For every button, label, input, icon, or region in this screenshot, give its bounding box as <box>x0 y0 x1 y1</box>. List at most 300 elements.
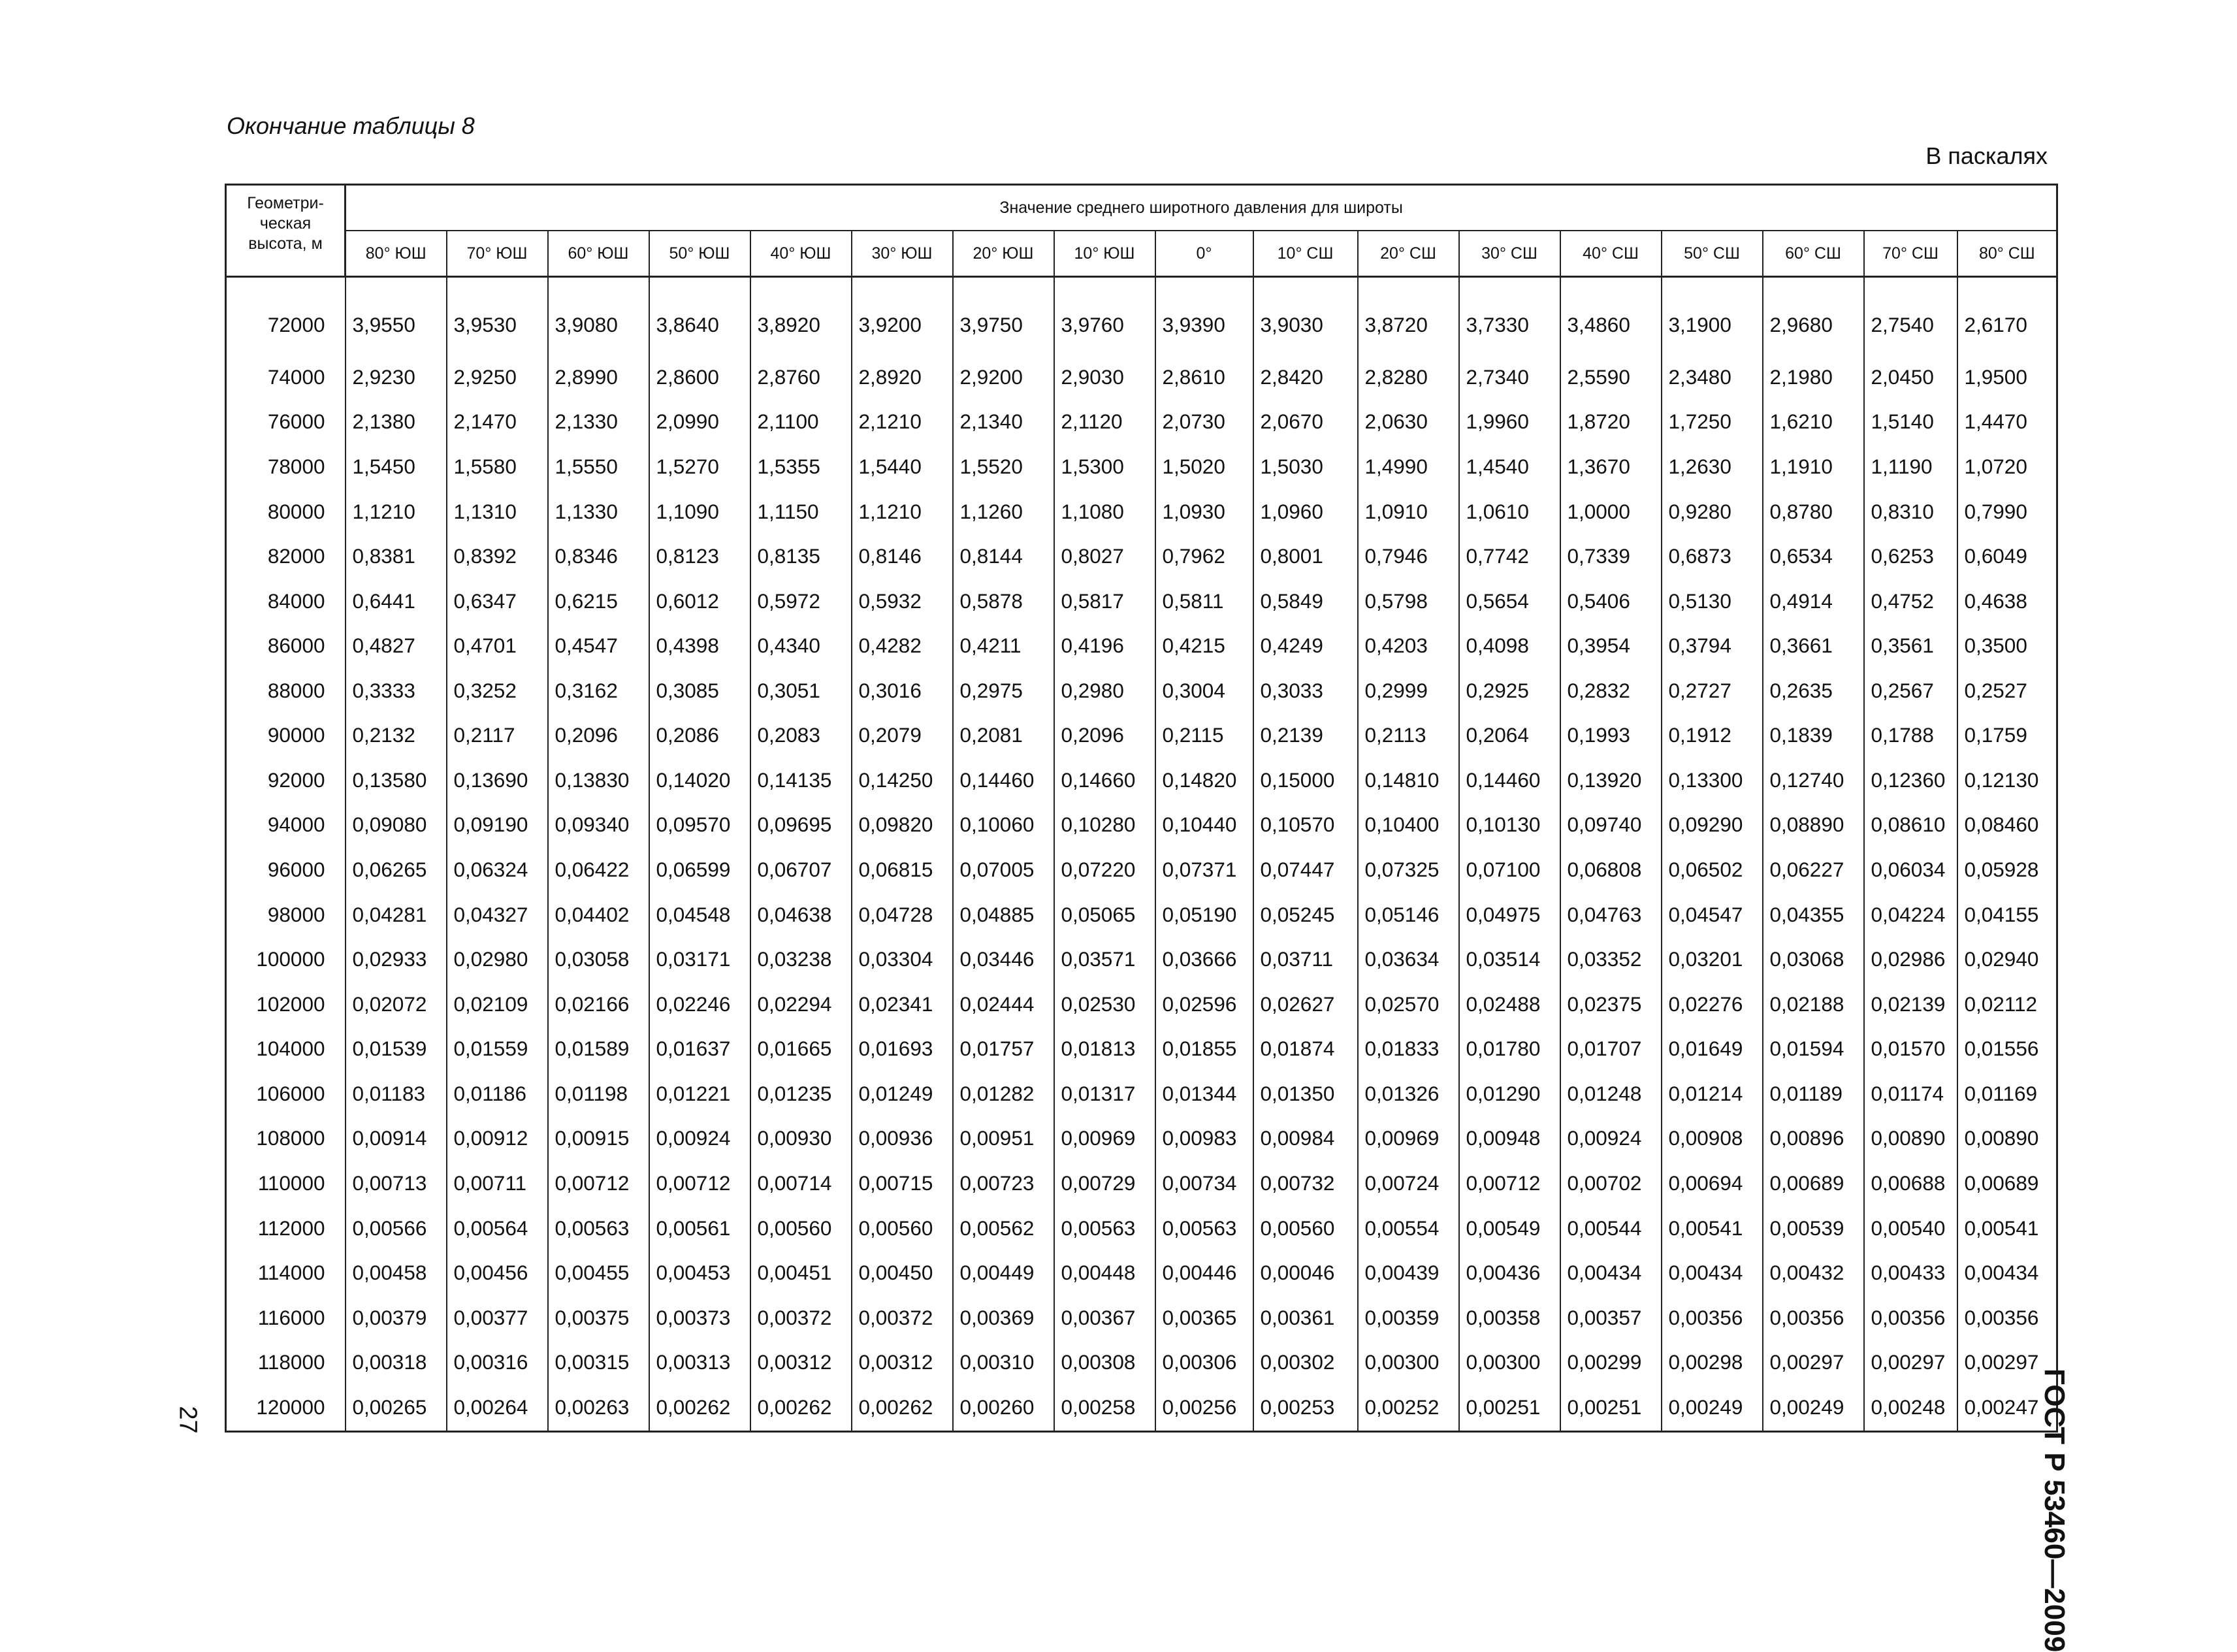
pressure-cell: 0,4282 <box>852 623 953 668</box>
pressure-cell: 0,3162 <box>548 668 649 713</box>
pressure-cell: 0,02112 <box>1957 982 2057 1027</box>
pressure-cell: 0,00312 <box>852 1340 953 1385</box>
pressure-cell: 0,00560 <box>750 1206 852 1251</box>
pressure-cell: 0,00372 <box>750 1295 852 1340</box>
pressure-cell: 2,8610 <box>1155 355 1253 400</box>
pressure-cell: 0,3333 <box>346 668 447 713</box>
pressure-cell: 1,0720 <box>1957 444 2057 489</box>
pressure-cell: 0,09570 <box>649 803 750 848</box>
pressure-cell: 0,8381 <box>346 534 447 579</box>
table-row <box>226 489 2057 534</box>
table-row <box>226 277 2057 355</box>
altitude-cell: 104000 <box>226 1026 346 1071</box>
pressure-cell: 0,00451 <box>750 1250 852 1295</box>
pressure-cell: 0,00434 <box>1957 1250 2057 1295</box>
pressure-cell: 0,02530 <box>1054 982 1155 1027</box>
pressure-cell: 0,07005 <box>953 847 1054 892</box>
pressure-cell: 0,00688 <box>1864 1161 1957 1206</box>
pressure-cell: 0,00433 <box>1864 1250 1957 1295</box>
pressure-cell: 0,2083 <box>750 713 852 758</box>
pressure-cell: 1,0960 <box>1253 489 1358 534</box>
pressure-cell: 3,9030 <box>1253 277 1358 355</box>
pressure-cell: 0,00541 <box>1957 1206 2057 1251</box>
pressure-cell: 0,00357 <box>1560 1295 1662 1340</box>
pressure-cell: 0,1912 <box>1662 713 1763 758</box>
pressure-cell: 3,8640 <box>649 277 750 355</box>
altitude-cell: 106000 <box>226 1071 346 1116</box>
pressure-cell: 0,3661 <box>1763 623 1864 668</box>
pressure-cell: 0,01248 <box>1560 1071 1662 1116</box>
pressure-cell: 2,9680 <box>1763 277 1864 355</box>
pressure-cell: 0,00297 <box>1763 1340 1864 1385</box>
latitude-header: 10° ЮШ <box>1054 231 1155 277</box>
pressure-cell: 0,8144 <box>953 534 1054 579</box>
table-row <box>226 937 2057 982</box>
pressure-cell: 0,5654 <box>1459 579 1560 624</box>
pressure-cell: 0,4547 <box>548 623 649 668</box>
pressure-cell: 0,2096 <box>1054 713 1155 758</box>
pressure-cell: 0,4098 <box>1459 623 1560 668</box>
pressure-cell: 1,1190 <box>1864 444 1957 489</box>
pressure-cell: 3,1900 <box>1662 277 1763 355</box>
pressure-cell: 0,00356 <box>1763 1295 1864 1340</box>
pressure-cell: 0,00432 <box>1763 1250 1864 1295</box>
pressure-cell: 0,8135 <box>750 534 852 579</box>
pressure-cell: 0,05190 <box>1155 892 1253 937</box>
pressure-cell: 0,14460 <box>953 758 1054 803</box>
pressure-cell: 0,06422 <box>548 847 649 892</box>
pressure-cell: 0,03171 <box>649 937 750 982</box>
pressure-cell: 0,00377 <box>447 1295 548 1340</box>
pressure-cell: 0,01855 <box>1155 1026 1253 1071</box>
pressure-cell: 2,1380 <box>346 400 447 445</box>
pressure-cell: 0,00936 <box>852 1116 953 1161</box>
pressure-cell: 0,01757 <box>953 1026 1054 1071</box>
pressure-cell: 0,00450 <box>852 1250 953 1295</box>
altitude-cell: 78000 <box>226 444 346 489</box>
altitude-cell: 80000 <box>226 489 346 534</box>
pressure-cell: 0,14135 <box>750 758 852 803</box>
pressure-cell: 0,00262 <box>750 1385 852 1432</box>
pressure-cell: 0,00434 <box>1662 1250 1763 1295</box>
pressure-cell: 2,1980 <box>1763 355 1864 400</box>
pressure-cell: 0,2064 <box>1459 713 1560 758</box>
pressure-cell: 0,4211 <box>953 623 1054 668</box>
table-row <box>226 534 2057 579</box>
pressure-cell: 0,12740 <box>1763 758 1864 803</box>
pressure-cell: 0,06324 <box>447 847 548 892</box>
pressure-cell: 0,00560 <box>852 1206 953 1251</box>
pressure-cell: 0,00456 <box>447 1250 548 1295</box>
pressure-cell: 1,5580 <box>447 444 548 489</box>
pressure-cell: 0,00434 <box>1560 1250 1662 1295</box>
pressure-cell: 1,5355 <box>750 444 852 489</box>
pressure-cell: 2,5590 <box>1560 355 1662 400</box>
pressure-cell: 0,08610 <box>1864 803 1957 848</box>
altitude-cell: 84000 <box>226 579 346 624</box>
pressure-cell: 1,5550 <box>548 444 649 489</box>
pressure-cell: 0,03666 <box>1155 937 1253 982</box>
table-caption: Окончание таблицы 8 <box>227 112 475 139</box>
latitude-header: 70° СШ <box>1864 231 1957 277</box>
pressure-cell: 0,04155 <box>1957 892 2057 937</box>
pressure-cell: 0,00302 <box>1253 1340 1358 1385</box>
pressure-cell: 0,00562 <box>953 1206 1054 1251</box>
pressure-cell: 0,8001 <box>1253 534 1358 579</box>
pressure-cell: 1,1260 <box>953 489 1054 534</box>
pressure-cell: 0,00712 <box>649 1161 750 1206</box>
pressure-cell: 0,01833 <box>1358 1026 1459 1071</box>
pressure-cell: 0,00714 <box>750 1161 852 1206</box>
table-row <box>226 1071 2057 1116</box>
pressure-cell: 0,02596 <box>1155 982 1253 1027</box>
altitude-cell: 72000 <box>226 277 346 355</box>
pressure-cell: 0,00375 <box>548 1295 649 1340</box>
pressure-cell: 0,00310 <box>953 1340 1054 1385</box>
pressure-cell: 0,5972 <box>750 579 852 624</box>
pressure-cell: 1,4990 <box>1358 444 1459 489</box>
pressure-cell: 0,8146 <box>852 534 953 579</box>
pressure-cell: 0,3794 <box>1662 623 1763 668</box>
pressure-cell: 3,4860 <box>1560 277 1662 355</box>
pressure-cell: 0,01169 <box>1957 1071 2057 1116</box>
pressure-cell: 0,02166 <box>548 982 649 1027</box>
altitude-cell: 86000 <box>226 623 346 668</box>
pressure-cell: 1,1310 <box>447 489 548 534</box>
pressure-cell: 0,01813 <box>1054 1026 1155 1071</box>
pressure-cell: 0,01198 <box>548 1071 649 1116</box>
pressure-cell: 2,8920 <box>852 355 953 400</box>
pressure-cell: 2,6170 <box>1957 277 2057 355</box>
latitude-header: 40° СШ <box>1560 231 1662 277</box>
pressure-cell: 1,9960 <box>1459 400 1560 445</box>
pressure-cell: 0,5406 <box>1560 579 1662 624</box>
pressure-cell: 0,00458 <box>346 1250 447 1295</box>
pressure-cell: 0,00379 <box>346 1295 447 1340</box>
pressure-cell: 0,00712 <box>1459 1161 1560 1206</box>
pressure-cell: 0,2727 <box>1662 668 1763 713</box>
pressure-cell: 1,0910 <box>1358 489 1459 534</box>
pressure-cell: 0,05065 <box>1054 892 1155 937</box>
pressure-cell: 0,00984 <box>1253 1116 1358 1161</box>
pressure-cell: 0,00983 <box>1155 1116 1253 1161</box>
pressure-cell: 0,1788 <box>1864 713 1957 758</box>
pressure-cell: 0,3500 <box>1957 623 2057 668</box>
pressure-cell: 0,2081 <box>953 713 1054 758</box>
pressure-cell: 3,8920 <box>750 277 852 355</box>
pressure-cell: 0,04763 <box>1560 892 1662 937</box>
latitude-header: 40° ЮШ <box>750 231 852 277</box>
pressure-cell: 0,10400 <box>1358 803 1459 848</box>
pressure-cell: 0,10570 <box>1253 803 1358 848</box>
pressure-cell: 1,3670 <box>1560 444 1662 489</box>
pressure-cell: 2,1100 <box>750 400 852 445</box>
pressure-cell: 0,01780 <box>1459 1026 1560 1071</box>
pressure-cell: 0,03238 <box>750 937 852 982</box>
pressure-cell: 0,5932 <box>852 579 953 624</box>
pressure-cell: 0,2079 <box>852 713 953 758</box>
pressure-cell: 2,9200 <box>953 355 1054 400</box>
pressure-cell: 0,2635 <box>1763 668 1864 713</box>
pressure-cell: 0,2096 <box>548 713 649 758</box>
pressure-cell: 0,5811 <box>1155 579 1253 624</box>
pressure-cell: 0,00318 <box>346 1340 447 1385</box>
pressure-cell: 0,4701 <box>447 623 548 668</box>
pressure-cell: 3,9550 <box>346 277 447 355</box>
pressure-cell: 1,0610 <box>1459 489 1560 534</box>
pressure-cell: 0,00316 <box>447 1340 548 1385</box>
pressure-cell: 3,9080 <box>548 277 649 355</box>
pressure-cell: 1,7250 <box>1662 400 1763 445</box>
pressure-cell: 0,07220 <box>1054 847 1155 892</box>
pressure-cell: 0,00948 <box>1459 1116 1560 1161</box>
pressure-cell: 0,1993 <box>1560 713 1662 758</box>
pressure-cell: 0,03571 <box>1054 937 1155 982</box>
pressure-cell: 0,00439 <box>1358 1250 1459 1295</box>
pressure-cell: 0,00554 <box>1358 1206 1459 1251</box>
pressure-cell: 0,01637 <box>649 1026 750 1071</box>
pressure-cell: 0,00712 <box>548 1161 649 1206</box>
pressure-cell: 0,3252 <box>447 668 548 713</box>
pressure-cell: 0,2527 <box>1957 668 2057 713</box>
table-row <box>226 1116 2057 1161</box>
pressure-cell: 0,01693 <box>852 1026 953 1071</box>
pressure-cell: 0,04975 <box>1459 892 1560 937</box>
pressure-cell: 0,07325 <box>1358 847 1459 892</box>
pressure-cell: 0,09290 <box>1662 803 1763 848</box>
pressure-cell: 0,02375 <box>1560 982 1662 1027</box>
pressure-cell: 1,5520 <box>953 444 1054 489</box>
pressure-cell: 1,5440 <box>852 444 953 489</box>
pressure-cell: 0,00265 <box>346 1385 447 1432</box>
latitude-header: 10° СШ <box>1253 231 1358 277</box>
pressure-cell: 0,2925 <box>1459 668 1560 713</box>
pressure-cell: 0,00356 <box>1662 1295 1763 1340</box>
pressure-cell: 0,4752 <box>1864 579 1957 624</box>
pressure-cell: 0,10130 <box>1459 803 1560 848</box>
pressure-cell: 0,6347 <box>447 579 548 624</box>
pressure-cell: 0,14020 <box>649 758 750 803</box>
pressure-cell: 0,03514 <box>1459 937 1560 982</box>
pressure-cell: 2,8420 <box>1253 355 1358 400</box>
pressure-cell: 2,3480 <box>1662 355 1763 400</box>
pressure-cell: 0,2567 <box>1864 668 1957 713</box>
table-row <box>226 623 2057 668</box>
pressure-cell: 0,00563 <box>1155 1206 1253 1251</box>
pressure-cell: 1,5450 <box>346 444 447 489</box>
pressure-cell: 2,0630 <box>1358 400 1459 445</box>
pressure-cell: 2,8760 <box>750 355 852 400</box>
altitude-header <box>226 185 346 277</box>
pressure-cell: 0,00915 <box>548 1116 649 1161</box>
pressure-cell: 0,6049 <box>1957 534 2057 579</box>
altitude-cell: 118000 <box>226 1340 346 1385</box>
pressure-cell: 0,00539 <box>1763 1206 1864 1251</box>
pressure-cell: 0,00313 <box>649 1340 750 1385</box>
table-row <box>226 444 2057 489</box>
pressure-cell: 0,4196 <box>1054 623 1155 668</box>
pressure-cell: 0,06707 <box>750 847 852 892</box>
pressure-cell: 0,00372 <box>852 1295 953 1340</box>
pressure-cell: 0,7990 <box>1957 489 2057 534</box>
pressure-cell: 0,4398 <box>649 623 750 668</box>
pressure-cell: 0,13920 <box>1560 758 1662 803</box>
altitude-cell: 114000 <box>226 1250 346 1295</box>
pressure-cell: 0,02488 <box>1459 982 1560 1027</box>
pressure-cell: 0,00449 <box>953 1250 1054 1295</box>
pressure-cell: 0,4215 <box>1155 623 1253 668</box>
table-row <box>226 713 2057 758</box>
pressure-cell: 2,1340 <box>953 400 1054 445</box>
pressure-cell: 0,00689 <box>1763 1161 1864 1206</box>
pressure-cell: 0,07447 <box>1253 847 1358 892</box>
pressure-cell: 0,3085 <box>649 668 750 713</box>
pressure-cell: 0,00724 <box>1358 1161 1459 1206</box>
pressure-cell: 0,03352 <box>1560 937 1662 982</box>
pressure-cell: 0,14660 <box>1054 758 1155 803</box>
altitude-cell: 74000 <box>226 355 346 400</box>
pressure-cell: 0,2113 <box>1358 713 1459 758</box>
pressure-cell: 0,03201 <box>1662 937 1763 982</box>
pressure-cell: 1,1090 <box>649 489 750 534</box>
latitude-header: 80° СШ <box>1957 231 2057 277</box>
pressure-cell: 0,00046 <box>1253 1250 1358 1295</box>
pressure-cell: 3,7330 <box>1459 277 1560 355</box>
table-row <box>226 982 2057 1027</box>
pressure-cell: 0,06227 <box>1763 847 1864 892</box>
pressure-cell: 0,03068 <box>1763 937 1864 982</box>
pressure-cell: 0,01350 <box>1253 1071 1358 1116</box>
pressure-cell: 0,00540 <box>1864 1206 1957 1251</box>
pressure-cell: 0,8310 <box>1864 489 1957 534</box>
pressure-cell: 0,12130 <box>1957 758 2057 803</box>
pressure-cell: 0,02246 <box>649 982 750 1027</box>
latitude-header: 0° <box>1155 231 1253 277</box>
pressure-cell: 0,01594 <box>1763 1026 1864 1071</box>
pressure-cell: 0,00249 <box>1662 1385 1763 1432</box>
pressure-cell: 0,00264 <box>447 1385 548 1432</box>
pressure-cell: 0,00367 <box>1054 1295 1155 1340</box>
pressure-cell: 0,5878 <box>953 579 1054 624</box>
pressure-cell: 0,00315 <box>548 1340 649 1385</box>
pressure-cell: 0,7339 <box>1560 534 1662 579</box>
pressure-cell: 0,00969 <box>1358 1116 1459 1161</box>
pressure-cell: 0,02627 <box>1253 982 1358 1027</box>
pressure-cell: 0,00253 <box>1253 1385 1358 1432</box>
pressure-cell: 0,09190 <box>447 803 548 848</box>
pressure-cell: 0,2832 <box>1560 668 1662 713</box>
pressure-cell: 0,00711 <box>447 1161 548 1206</box>
pressure-cell: 0,05928 <box>1957 847 2057 892</box>
pressure-cell: 0,03711 <box>1253 937 1358 982</box>
table-row <box>226 892 2057 937</box>
pressure-cell: 0,04281 <box>346 892 447 937</box>
pressure-cell: 0,07371 <box>1155 847 1253 892</box>
pressure-cell: 0,00729 <box>1054 1161 1155 1206</box>
pressure-cell: 0,01235 <box>750 1071 852 1116</box>
pressure-cell: 0,4249 <box>1253 623 1358 668</box>
pressure-cell: 0,2999 <box>1358 668 1459 713</box>
pressure-cell: 0,03634 <box>1358 937 1459 982</box>
pressure-cell: 1,1150 <box>750 489 852 534</box>
table-row <box>226 1385 2057 1432</box>
pressure-cell: 0,8392 <box>447 534 548 579</box>
pressure-cell: 0,10440 <box>1155 803 1253 848</box>
pressure-cell: 0,10280 <box>1054 803 1155 848</box>
pressure-cell: 0,00436 <box>1459 1250 1560 1295</box>
pressure-cell: 3,9390 <box>1155 277 1253 355</box>
pressure-cell: 0,00365 <box>1155 1295 1253 1340</box>
pressure-cell: 0,14820 <box>1155 758 1253 803</box>
pressure-cell: 0,00549 <box>1459 1206 1560 1251</box>
pressure-cell: 0,01559 <box>447 1026 548 1071</box>
pressure-cell: 0,02940 <box>1957 937 2057 982</box>
pressure-cell: 0,2980 <box>1054 668 1155 713</box>
table-row <box>226 355 2057 400</box>
pressure-cell: 0,05146 <box>1358 892 1459 937</box>
altitude-cell: 90000 <box>226 713 346 758</box>
pressure-cell: 0,08460 <box>1957 803 2057 848</box>
altitude-cell: 96000 <box>226 847 346 892</box>
pressure-cell: 0,00561 <box>649 1206 750 1251</box>
table-body <box>226 277 2057 1432</box>
pressure-cell: 0,01174 <box>1864 1071 1957 1116</box>
pressure-cell: 0,06599 <box>649 847 750 892</box>
pressure-cell: 0,6441 <box>346 579 447 624</box>
latitude-header: 60° ЮШ <box>548 231 649 277</box>
pressure-cell: 0,7962 <box>1155 534 1253 579</box>
units-label: В паскалях <box>1925 142 2048 169</box>
pressure-cell: 2,0730 <box>1155 400 1253 445</box>
pressure-cell: 1,0000 <box>1560 489 1662 534</box>
table-row <box>226 1026 2057 1071</box>
altitude-cell: 108000 <box>226 1116 346 1161</box>
pressure-table <box>225 184 2058 1433</box>
pressure-cell: 0,00312 <box>750 1340 852 1385</box>
pressure-cell: 0,3051 <box>750 668 852 713</box>
pressure-cell: 0,00560 <box>1253 1206 1358 1251</box>
pressure-cell: 1,9500 <box>1957 355 2057 400</box>
pressure-cell: 0,5817 <box>1054 579 1155 624</box>
pressure-cell: 0,00702 <box>1560 1161 1662 1206</box>
pressure-cell: 1,4540 <box>1459 444 1560 489</box>
pressure-cell: 0,00297 <box>1864 1340 1957 1385</box>
pressure-cell: 0,02188 <box>1763 982 1864 1027</box>
pressure-cell: 0,00300 <box>1358 1340 1459 1385</box>
table-row <box>226 668 2057 713</box>
pressure-cell: 0,09080 <box>346 803 447 848</box>
pressure-cell: 0,06265 <box>346 847 447 892</box>
pressure-cell: 0,14250 <box>852 758 953 803</box>
pressure-cell: 0,01282 <box>953 1071 1054 1116</box>
pressure-cell: 0,01874 <box>1253 1026 1358 1071</box>
pressure-cell: 1,1330 <box>548 489 649 534</box>
pressure-cell: 0,00299 <box>1560 1340 1662 1385</box>
pressure-cell: 2,9230 <box>346 355 447 400</box>
pressure-cell: 0,08890 <box>1763 803 1864 848</box>
pressure-cell: 0,01186 <box>447 1071 548 1116</box>
pressure-cell: 0,00358 <box>1459 1295 1560 1340</box>
latitude-header: 50° ЮШ <box>649 231 750 277</box>
latitude-header: 20° СШ <box>1358 231 1459 277</box>
altitude-cell: 100000 <box>226 937 346 982</box>
pressure-cell: 0,01589 <box>548 1026 649 1071</box>
pressure-cell: 0,00448 <box>1054 1250 1155 1295</box>
altitude-cell: 112000 <box>226 1206 346 1251</box>
pressure-cell: 0,3561 <box>1864 623 1957 668</box>
table-row <box>226 1206 2057 1251</box>
pressure-cell: 0,00297 <box>1957 1340 2057 1385</box>
